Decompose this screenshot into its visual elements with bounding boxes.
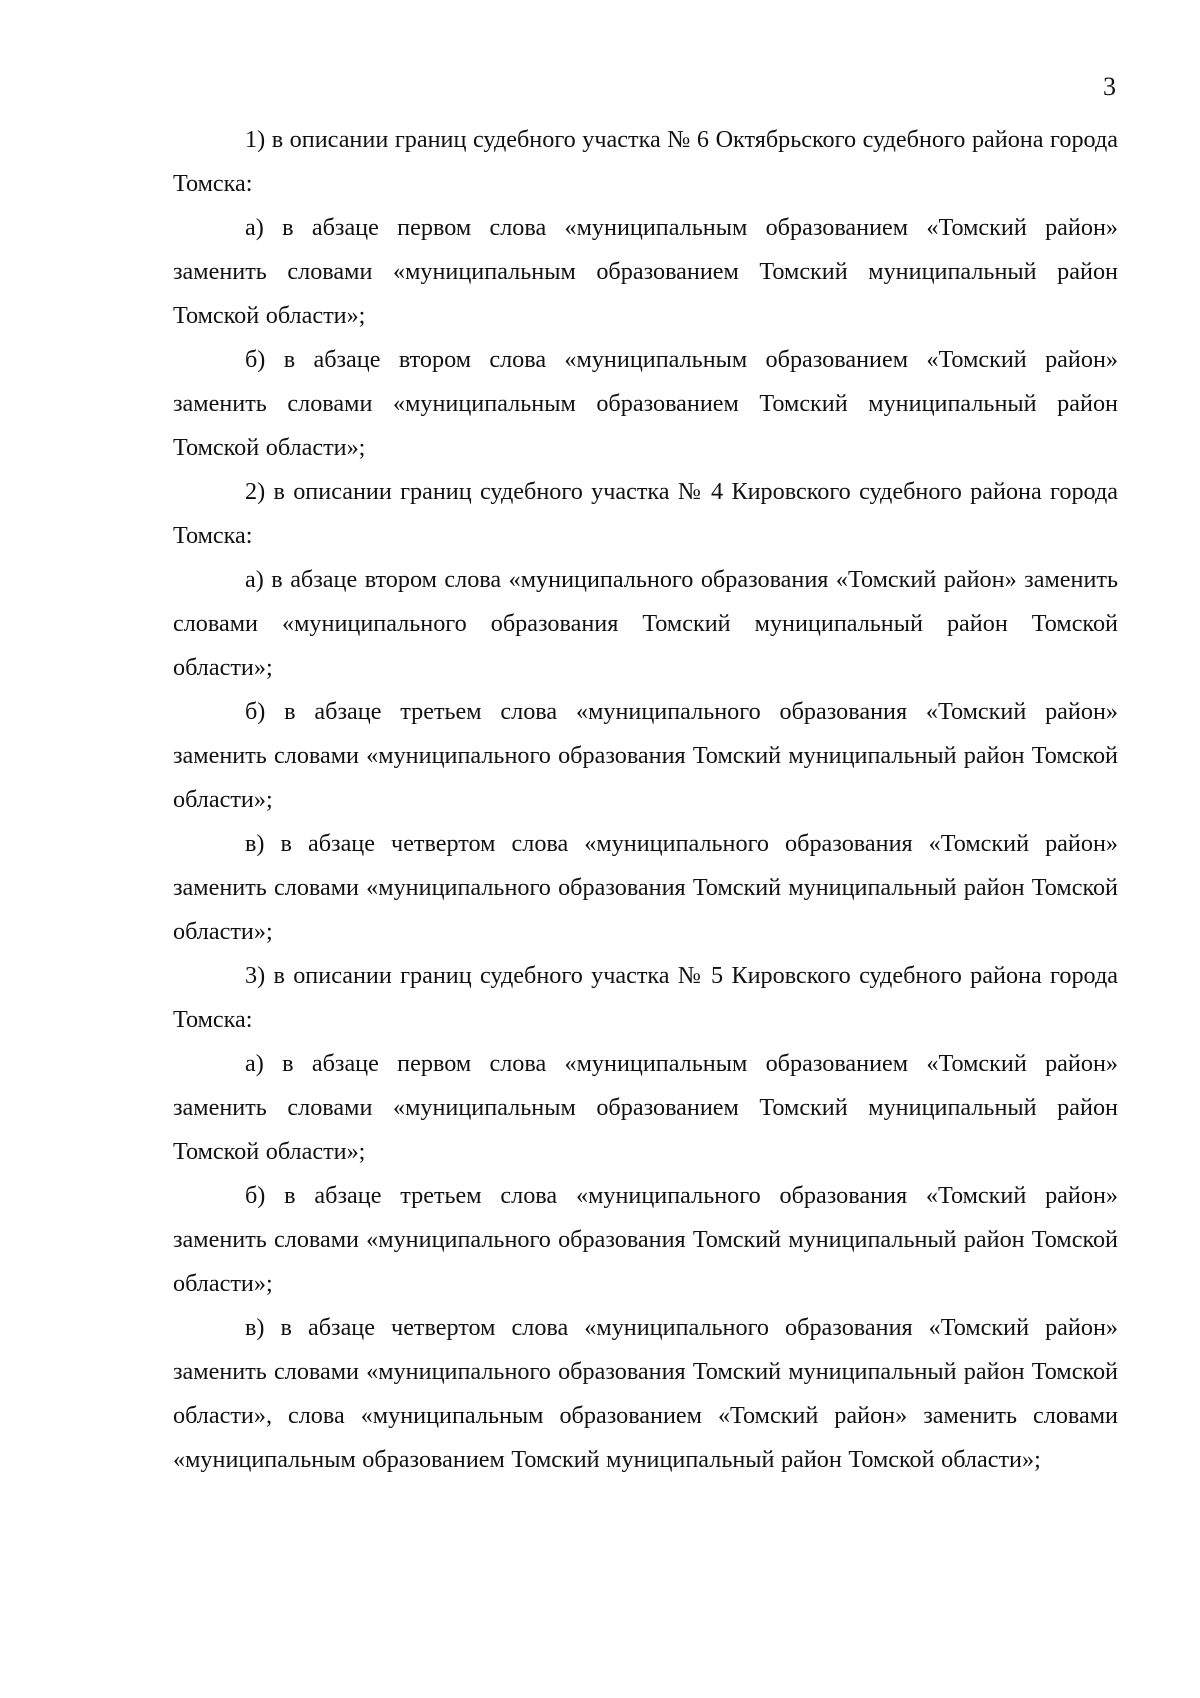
paragraph-subitem-3c: в) в абзаце четвертом слова «муниципального образования «Томский район» заменить словами «муниципального образования Томский муниципальный район Томской области», слова «муниципальным образованием «Томский район» заменить словами «муниципальным образованием Томский муниципальный район Томской области»; — [173, 1314, 1118, 1473]
paragraph-subitem-2b: б) в абзаце третьем слова «муниципального образования «Томский район» заменить словами «муниципального образования Томский муниципальный район Томской области»; — [173, 698, 1118, 813]
paragraph-subitem-2a: а) в абзаце втором слова «муниципального образования «Томский район» заменить словами «муниципального образования Томский муниципальный район Томской области»; — [173, 566, 1118, 681]
page-number: 3 — [1103, 72, 1116, 101]
paragraph-item-2: 2) в описании границ судебного участка № 4 Кировского судебного района города Томска: — [173, 478, 1118, 549]
paragraph-item-3: 3) в описании границ судебного участка № 5 Кировского судебного района города Томска: — [173, 962, 1118, 1033]
paragraph-subitem-2c: в) в абзаце четвертом слова «муниципального образования «Томский район» заменить словами «муниципального образования Томский муниципальный район Томской области»; — [173, 830, 1118, 945]
paragraph-subitem-3b: б) в абзаце третьем слова «муниципального образования «Томский район» заменить словами «муниципального образования Томский муниципальный район Томской области»; — [173, 1182, 1118, 1297]
paragraph-subitem-1b: б) в абзаце втором слова «муниципальным образованием «Томский район» заменить словами «муниципальным образованием Томский муниципальный район Томской области»; — [173, 346, 1118, 461]
document-body — [173, 118, 1118, 1482]
paragraph-subitem-3a: а) в абзаце первом слова «муниципальным образованием «Томский район» заменить словами «муниципальным образованием Томский муниципальный район Томской области»; — [173, 1050, 1118, 1165]
paragraph-subitem-1a: а) в абзаце первом слова «муниципальным образованием «Томский район» заменить словами «муниципальным образованием Томский муниципальный район Томской области»; — [173, 214, 1118, 329]
paragraph-item-1: 1) в описании границ судебного участка № 6 Октябрьского судебного района города Томска: — [173, 126, 1118, 197]
